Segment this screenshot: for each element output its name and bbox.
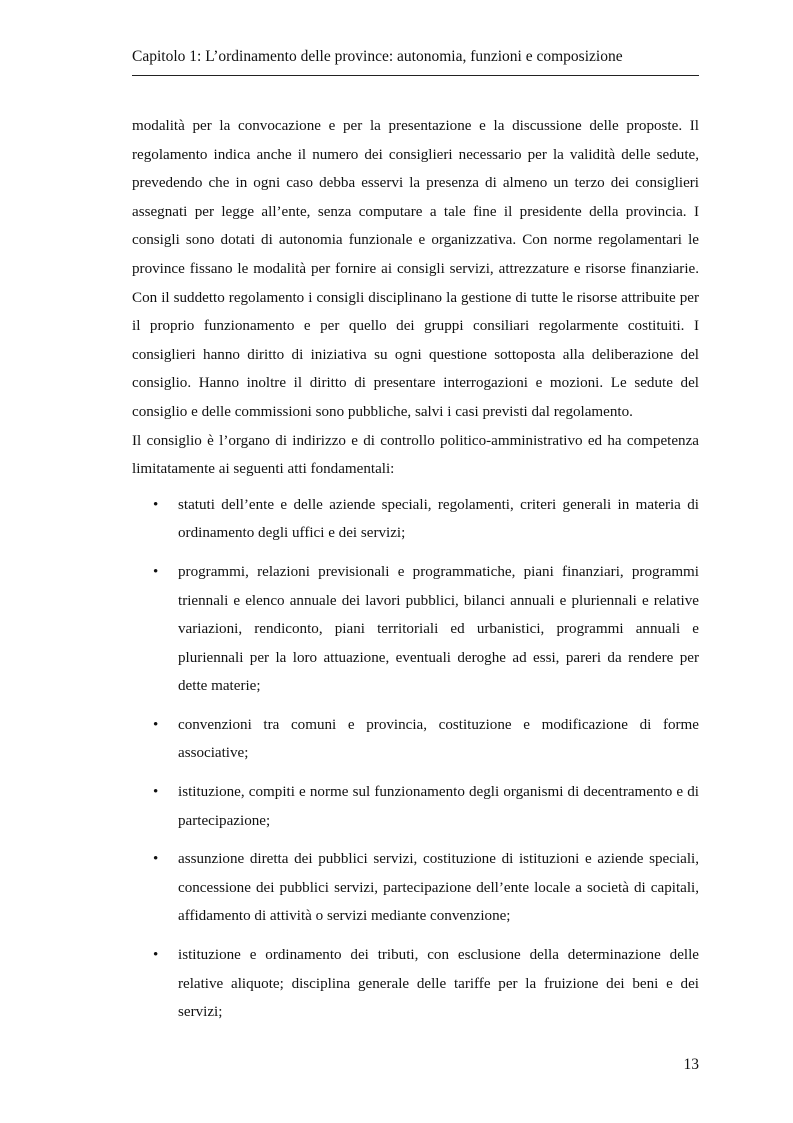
bullet-icon: • <box>153 496 159 513</box>
bullet-item <box>132 845 699 931</box>
page-body <box>132 112 699 1037</box>
bullet-icon: • <box>153 851 159 868</box>
bullet-text: convenzioni tra comuni e provincia, costituzione e modificazione di forme associative; <box>178 716 699 762</box>
bullet-item <box>132 778 699 835</box>
bullet-icon: • <box>153 947 159 964</box>
bullet-list <box>132 491 699 1027</box>
bullet-icon: • <box>153 563 159 580</box>
page-number: 13 <box>683 1056 699 1073</box>
bullet-item <box>132 711 699 768</box>
running-header: Capitolo 1: L’ordinamento delle province: autonomia, funzioni e composizione <box>132 48 623 65</box>
bullet-text: programmi, relazioni previsionali e programmatiche, piani finanziari, programmi triennali e elenco annuale dei lavori pubblici, bilanci annuali e pluriennali e relative variazioni, rendiconto, piani territoriali ed urbanistici, programmi annuali e pluriennali per la loro attuazione, eventuali deroghe ad essi, pareri da rendere per dette materie; <box>178 563 699 695</box>
bullet-text: statuti dell’ente e delle aziende speciali, regolamenti, criteri generali in materia di ordinamento degli uffici e dei servizi; <box>178 496 699 542</box>
bullet-icon: • <box>153 784 159 801</box>
bullet-item <box>132 558 699 701</box>
bullet-item <box>132 491 699 548</box>
bullet-text: istituzione e ordinamento dei tributi, con esclusione della determinazione delle relative aliquote; disciplina generale delle tariffe per la fruizione dei beni e dei servizi; <box>178 947 699 1021</box>
paragraph-1: modalità per la convocazione e per la presentazione e la discussione delle proposte. Il regolamento indica anche il numero dei consiglieri necessario per la validità delle sedute, prevedendo che in ogni caso debba esservi la presenza di almeno un terzo dei consiglieri assegnati per legge all’ente, senza computare a tale fine il presidente della provincia. I consigli sono dotati di autonomia funzionale e organizzativa. Con norme regolamentari le province fissano le modalità per fornire ai consigli servizi, attrezzature e risorse finanziarie. Con il suddetto regolamento i consigli disciplinano la gestione di tutte le risorse attribuite per il proprio funzionamento e per quello dei gruppi consiliari regolarmente costituiti. I consiglieri hanno diritto di iniziativa su ogni questione sottoposta alla deliberazione del consiglio. Hanno inoltre il diritto di presentare interrogazioni e mozioni. Le sedute del consiglio e delle commissioni sono pubbliche, salvi i casi previsti dal regolamento. <box>132 118 699 420</box>
bullet-icon: • <box>153 716 159 733</box>
paragraph-2: Il consiglio è l’organo di indirizzo e di controllo politico-amministrativo ed ha competenza limitatamente ai seguenti atti fondamentali: <box>132 432 699 478</box>
bullet-item <box>132 941 699 1027</box>
bullet-text: assunzione diretta dei pubblici servizi, costituzione di istituzioni e aziende speciali, concessione dei pubblici servizi, partecipazione dell’ente locale a società di capitali, affidamento di attività o servizi mediante convenzione; <box>178 851 699 925</box>
header-rule <box>132 75 699 76</box>
bullet-text: istituzione, compiti e norme sul funzionamento degli organismi di decentramento e di partecipazione; <box>178 784 699 829</box>
